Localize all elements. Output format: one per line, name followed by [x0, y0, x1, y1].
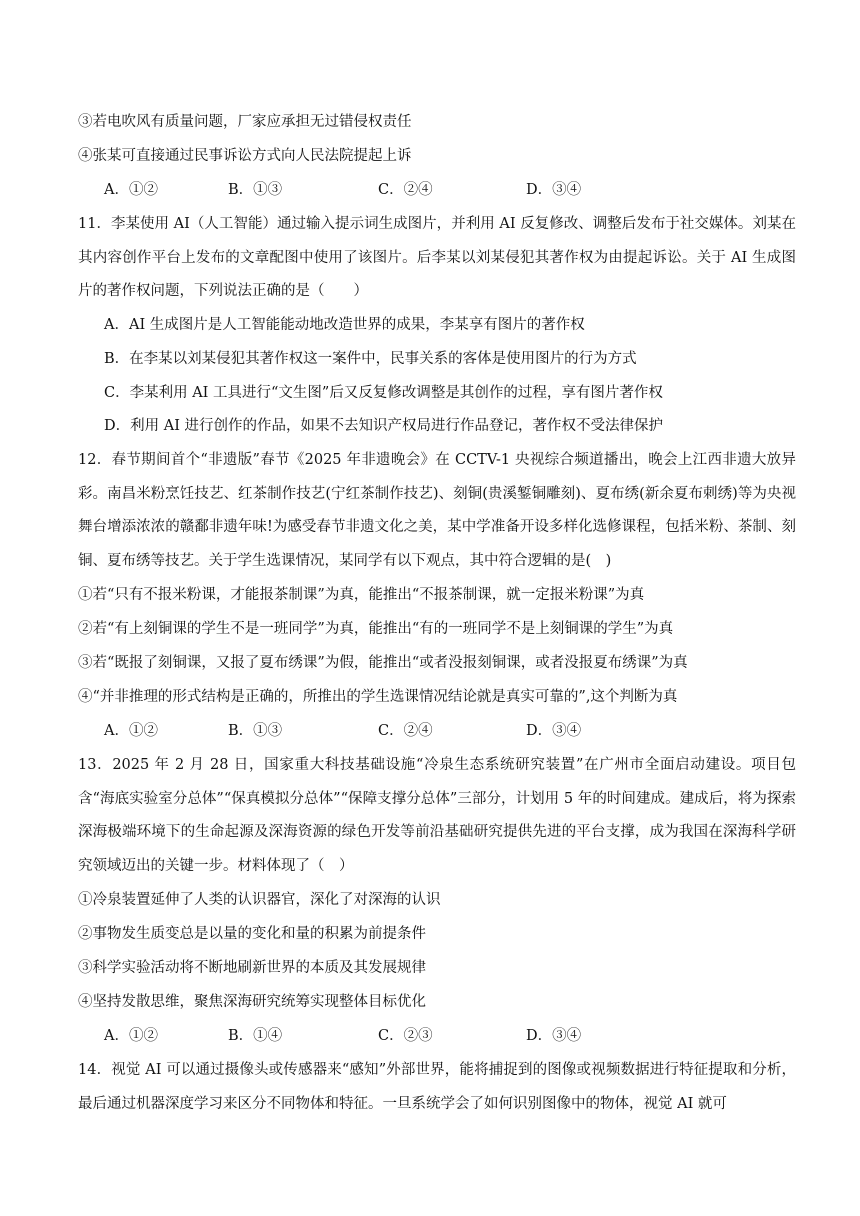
q13-choice-d[interactable]: D．③④ [526, 1028, 582, 1044]
q12-choice-b[interactable]: B．①③ [228, 723, 283, 739]
q11-option-b[interactable]: B．在李某以刘某侵犯其著作权这一案件中，民事关系的客体是使用图片的行为方式 [104, 351, 637, 367]
q11-stem: 11．李某使用 AI（人工智能）通过输入提示词生成图片，并利用 AI 反复修改、调整后发布于社交媒体。刘某在其内容创作平台上发布的文章配图中使用了该图片。后李某以刘某侵犯其著作权为由提起诉讼。关于 AI 生成图片的著作权问题，下列说法正确的是（ ） [78, 216, 796, 300]
q10-choice-c[interactable]: C．②④ [378, 182, 433, 198]
q12-statement-3: ③若“既报了刻铜课，又报了夏布绣课”为假，能推出“或者没报刻铜课，或者没报夏布绣课”为真 [78, 655, 688, 671]
q12-statement-1: ①若“只有不报米粉课，才能报茶制课”为真，能推出“不报茶制课，就一定报米粉课”为真 [78, 587, 645, 603]
q10-statement-4: ④张某可直接通过民事诉讼方式向人民法院提起上诉 [78, 148, 412, 164]
q13-choice-a[interactable]: A．①② [104, 1028, 158, 1044]
q12-choice-c[interactable]: C．②④ [378, 723, 433, 739]
q14-stem: 14．视觉 AI 可以通过摄像头或传感器来“感知”外部世界，能将捕捉到的图像或视频数据进行特征提取和分析，最后通过机器深度学习来区分不同物体和特征。一旦系统学会了如何识别图像中的物体，视觉 AI 就可 [78, 1062, 796, 1112]
q13-choice-c[interactable]: C．②③ [378, 1028, 433, 1044]
q10-choice-b[interactable]: B．①③ [228, 182, 283, 198]
q12-statement-4: ④“并非推理的形式结构是正确的，所推出的学生选课情况结论就是真实可靠的”,这个判断为真 [78, 689, 678, 705]
q12-choice-d[interactable]: D．③④ [526, 723, 582, 739]
q13-statement-1: ①冷泉装置延伸了人类的认识器官，深化了对深海的认识 [78, 892, 441, 908]
q11-option-a[interactable]: A．AI 生成图片是人工智能能动地改造世界的成果，李某享有图片的著作权 [104, 317, 585, 333]
q12-statement-2: ②若“有上刻铜课的学生不是一班同学”为真，能推出“有的一班同学不是上刻铜课的学生”为真 [78, 621, 674, 637]
q11-option-c[interactable]: C．李某利用 AI 工具进行“文生图”后又反复修改调整是其创作的过程，享有图片著作权 [104, 385, 663, 401]
q13-statement-2: ②事物发生质变总是以量的变化和量的积累为前提条件 [78, 926, 426, 942]
q10-choice-d[interactable]: D．③④ [526, 182, 582, 198]
q13-statement-3: ③科学实验活动将不断地刷新世界的本质及其发展规律 [78, 960, 426, 976]
q10-statement-3: ③若电吹风有质量问题，厂家应承担无过错侵权责任 [78, 114, 412, 130]
q13-stem: 13．2025 年 2 月 28 日，国家重大科技基础设施“冷泉生态系统研究装置”在广州市全面启动建设。项目包含“海底实验室分总体”“保真模拟分总体”“保障支撑分总体”三部分，计划用 5 年的时间建成。建成后，将为探索深海极端环境下的生命起源及深海资源的绿色开发等前沿基础研究提供先进的平台支撑，成为我国在深海科学研究领域迈出的关键一步。材料体现了（ ） [78, 757, 796, 874]
q11-option-d[interactable]: D．利用 AI 进行创作的作品，如果不去知识产权局进行作品登记，著作权不受法律保护 [104, 418, 664, 434]
q10-choice-a[interactable]: A．①② [104, 182, 158, 198]
q13-statement-4: ④坚持发散思维，聚焦深海研究统筹实现整体目标优化 [78, 994, 426, 1010]
q12-choice-a[interactable]: A．①② [104, 723, 158, 739]
q13-choice-b[interactable]: B．①④ [228, 1028, 283, 1044]
q12-stem: 12．春节期间首个“非遗版”春节《2025 年非遗晚会》在 CCTV-1 央视综合频道播出，晚会上江西非遗大放异彩。南昌米粉烹饪技艺、红茶制作技艺(宁红茶制作技艺)、刻铜(贵溪錾铜雕刻)、夏布绣(新余夏布刺绣)等为央视舞台增添浓浓的赣鄱非遗年味!为感受春节非遗文化之美，某中学准备开设多样化选修课程，包括米粉、茶制、刻铜、夏布绣等技艺。关于学生选课情况，某同学有以下观点，其中符合逻辑的是( ) [78, 452, 796, 569]
